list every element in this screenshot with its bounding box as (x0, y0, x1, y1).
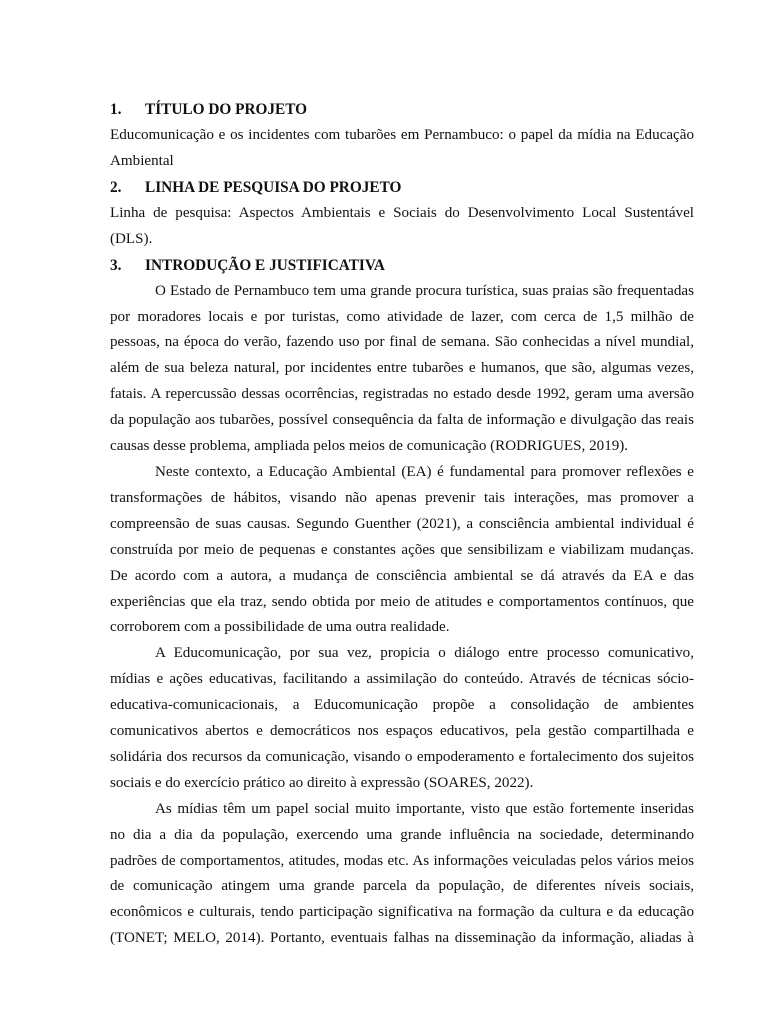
text-line: por moradores locais e por turistas, como atividade de lazer, com cerca de 1,5 milhão de (110, 308, 694, 325)
text-line: econômicos e culturais, tendo participação significativa na formação da cultura e da educação (110, 904, 694, 921)
text-line: no dia a dia da população, exercendo uma grande influência na sociedade, determinando (110, 826, 694, 843)
section-title: LINHA DE PESQUISA DO PROJETO (145, 178, 402, 196)
text-line: fatais. A repercussão dessas ocorrências, registradas no estado desde 1992, geram uma aversão (110, 386, 694, 403)
text-line: O Estado de Pernambuco tem uma grande procura turística, suas praias são frequentadas (155, 282, 694, 299)
text-line: Ambiental (110, 152, 174, 169)
text-line: solidária dos recursos da comunicação, visando o empoderamento e fortalecimento dos sujeitos (110, 748, 694, 765)
section-number: 2. (110, 178, 122, 196)
text-line: (TONET; MELO, 2014). Portanto, eventuais falhas na disseminação da informação, aliadas à (110, 930, 694, 947)
text-line: além de sua beleza natural, por incidentes entre tubarões e humanos, que são, algumas vezes, (110, 360, 694, 377)
text-line: causas desse problema, ampliada pelos meios de comunicação (RODRIGUES, 2019). (110, 438, 629, 455)
text-line: (DLS). (110, 230, 153, 247)
text-line: da população aos tubarões, possível consequência da falta de informação e divulgação das reais (110, 412, 694, 429)
text-line: construída por meio de pequenas e constantes ações que sensibilizam e viabilizam mudanças. (110, 541, 694, 558)
text-line: comunicativos abertos e democráticos nos espaços educativos, pela gestão compartilhada e (110, 723, 694, 740)
text-line: mídias e ações educativas, facilitando a assimilação do conteúdo. Através de técnicas sócio- (110, 671, 694, 688)
text-line: As mídias têm um papel social muito importante, visto que estão fortemente inseridas (155, 800, 694, 817)
text-line: educativa-comunicacionais, a Educomunicação propõe a consolidação de ambientes (110, 697, 694, 714)
section-number: 3. (110, 256, 122, 274)
text-line: sociais e do exercício prático ao direito à expressão (SOARES, 2022). (110, 774, 534, 791)
text-line: De acordo com a autora, a mudança de consciência ambiental se dá através da EA e das (110, 567, 694, 584)
text-line: Neste contexto, a Educação Ambiental (EA) é fundamental para promover reflexões e (155, 463, 694, 480)
paragraph (110, 797, 694, 952)
text-line: pessoas, na época do verão, fazendo uso por final de semana. São conhecidas a nível mundial, (110, 334, 694, 351)
text-line: padrões de comportamentos, atitudes, modas etc. As informações veiculadas pelos vários meios (110, 852, 694, 869)
paragraph (110, 460, 694, 641)
paragraph (110, 279, 694, 460)
text-line: A Educomunicação, por sua vez, propicia o diálogo entre processo comunicativo, (155, 645, 694, 662)
section-heading (110, 175, 694, 201)
text-line: experiências que ela traz, sendo obtida por meio de atitudes e comportamentos contínuos, que (110, 593, 694, 610)
section-heading (110, 97, 694, 123)
text-line: Linha de pesquisa: Aspectos Ambientais e Sociais do Desenvolvimento Local Sustentável (110, 204, 694, 221)
paragraph (110, 201, 694, 253)
text-line: Educomunicação e os incidentes com tubarões em Pernambuco: o papel da mídia na Educação (110, 127, 694, 143)
section-title: TÍTULO DO PROJETO (145, 101, 308, 118)
text-line: compreensão de suas causas. Segundo Guenther (2021), a consciência ambiental individual é (110, 515, 694, 532)
section-number: 1. (110, 101, 122, 118)
section-heading (110, 253, 694, 279)
paragraph (110, 123, 694, 175)
paragraph (110, 641, 694, 796)
text-line: corroborem com a possibilidade de uma outra realidade. (110, 619, 450, 636)
text-line: de comunicação atingem uma grande parcela da população, de diferentes níveis sociais, (110, 878, 694, 895)
document-page (110, 97, 694, 952)
section-title: INTRODUÇÃO E JUSTIFICATIVA (145, 256, 385, 274)
text-line: transformações de hábitos, visando não apenas prevenir tais interações, mas promover a (110, 489, 694, 506)
